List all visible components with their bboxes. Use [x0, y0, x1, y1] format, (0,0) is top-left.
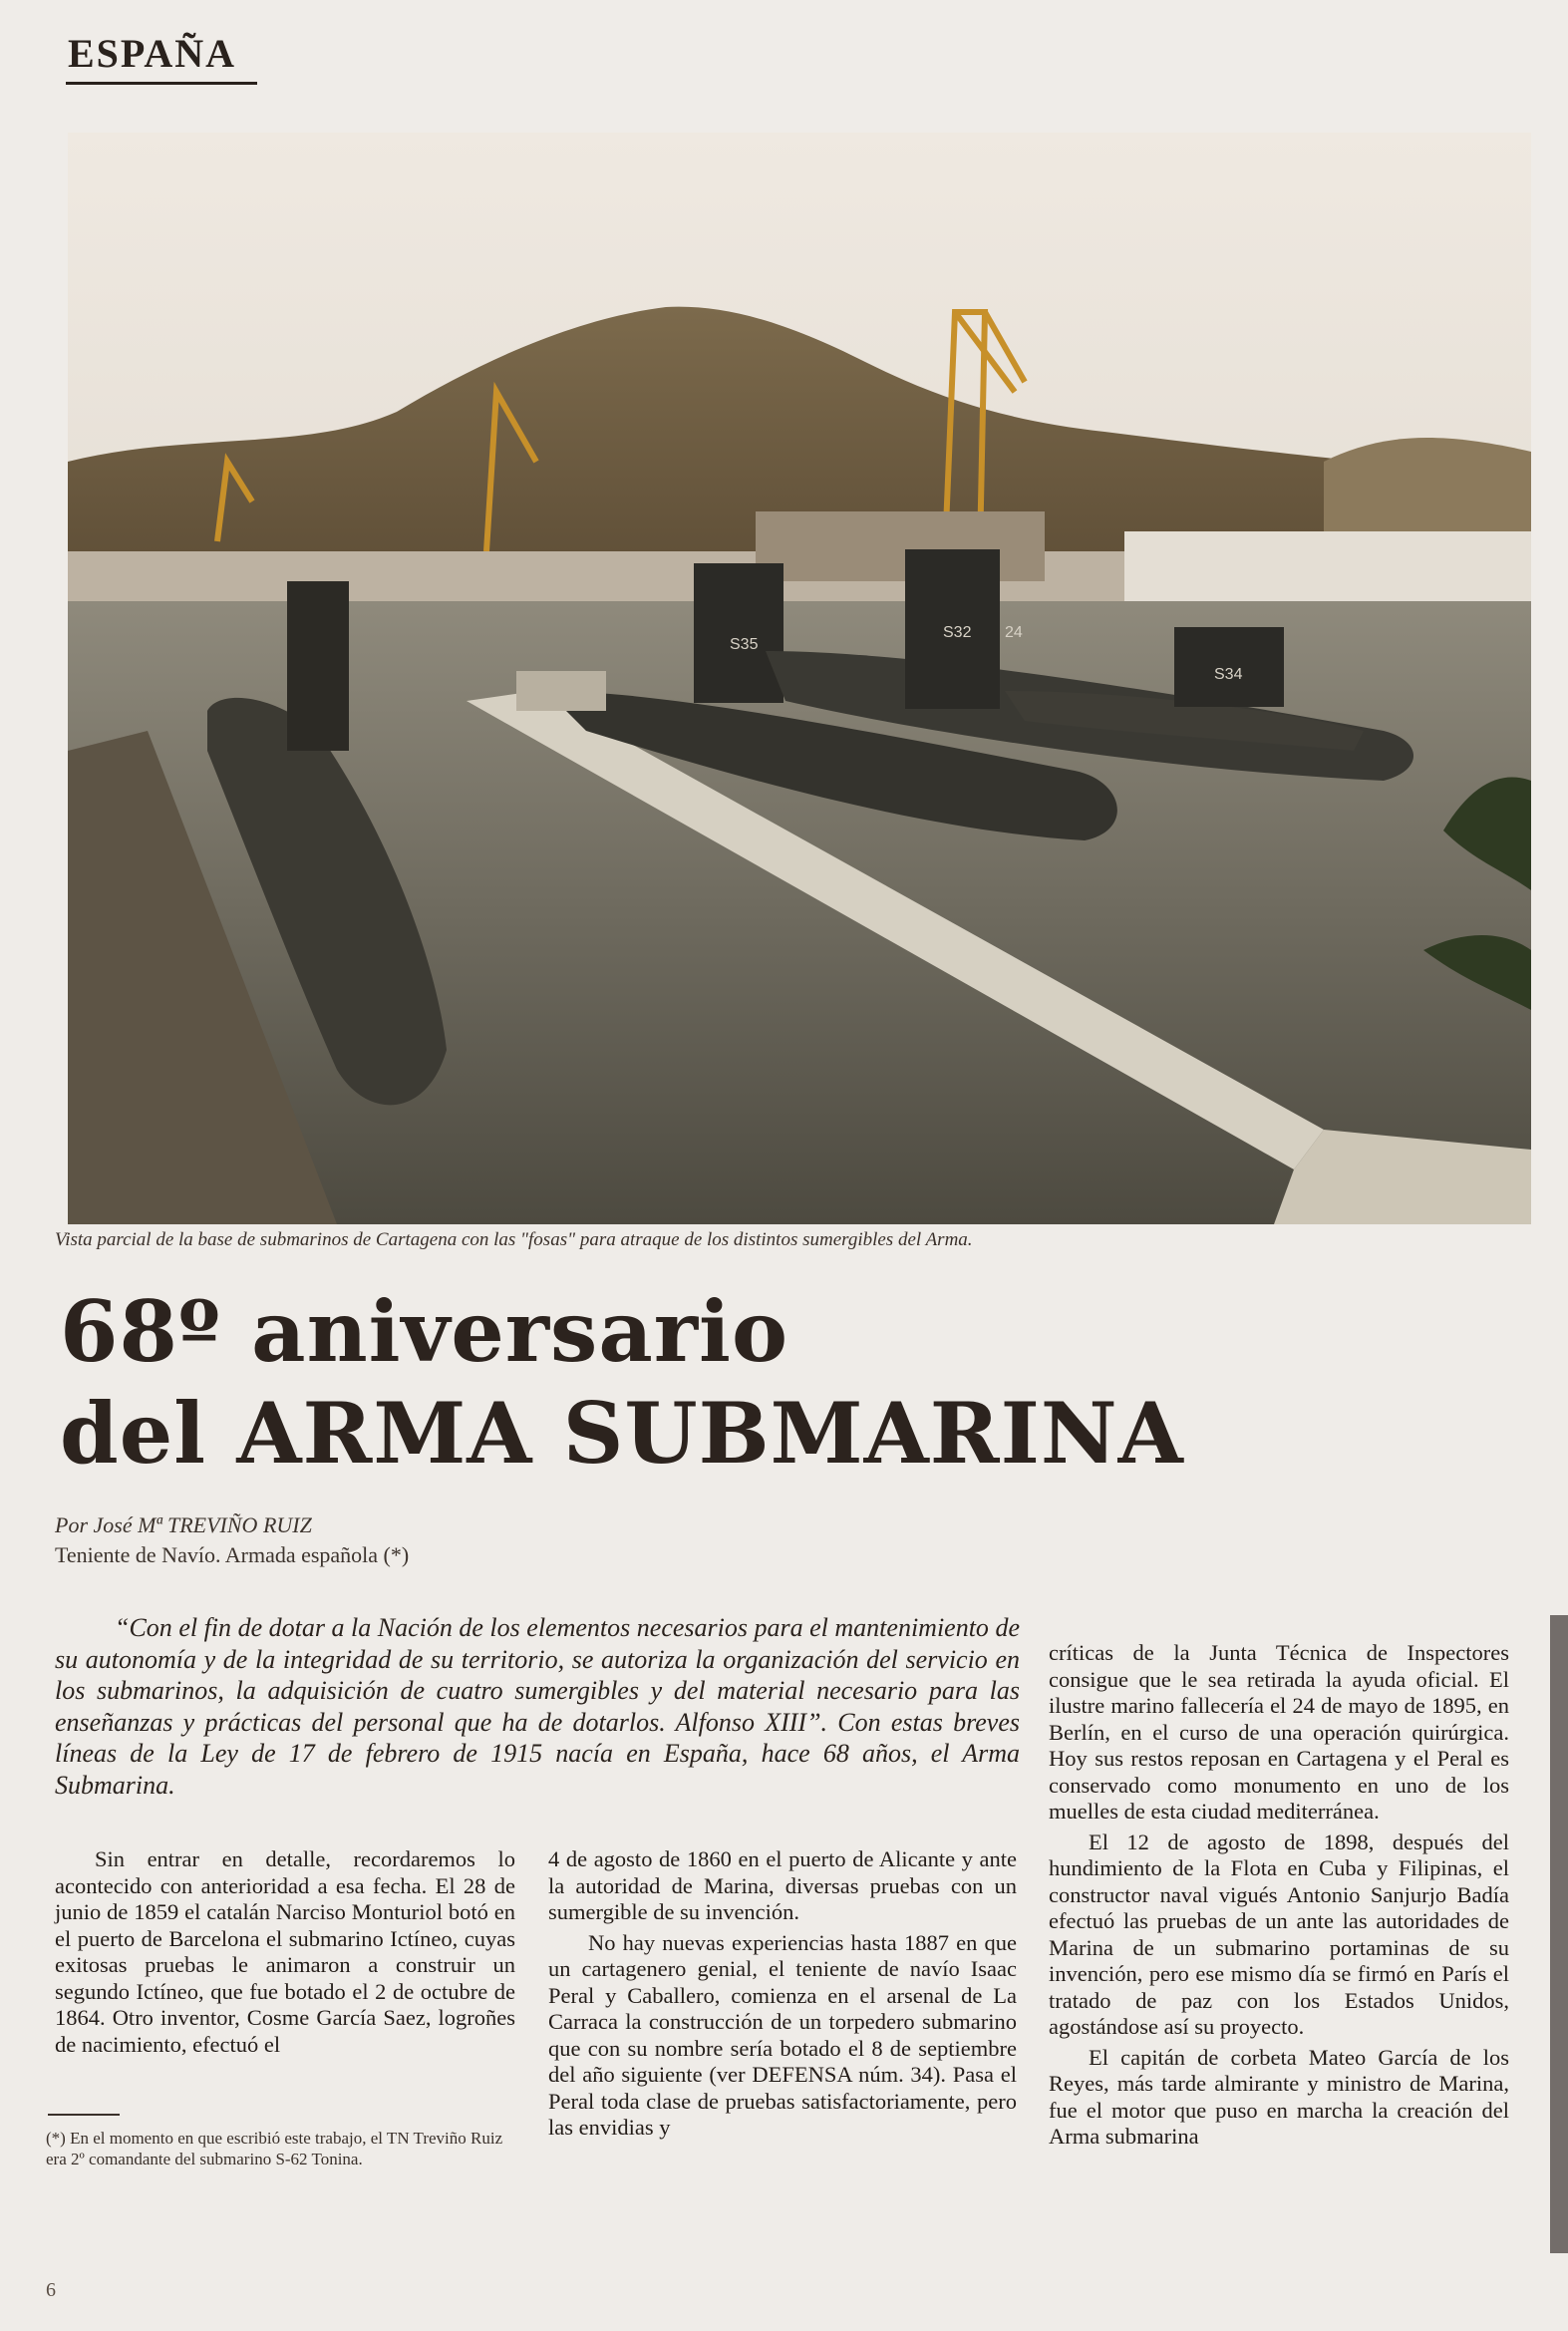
title-line-1: 68º aniversario	[60, 1282, 788, 1381]
paragraph: 4 de agosto de 1860 en el puerto de Alicante y ante la autoridad de Marina, diversas pruebas con un sumergible de su invención.	[548, 1846, 1017, 1924]
hull-number-s34: S34	[1214, 666, 1243, 683]
page-number: 6	[46, 2279, 56, 2301]
photo-caption: Vista parcial de la base de submarinos de Cartagena con las "fosas" para atraque de los distintos sumergibles del Arma.	[55, 1229, 973, 1250]
author-name: TREVIÑO RUIZ	[167, 1512, 312, 1537]
intro-quote: “Con el fin de dotar a la Nación de los elementos necesarios para el mantenimiento de su autonomía y de la integridad de su territorio, se autoriza la organización del servicio en los submarinos, la adquisición de cuatro sumergibles y del material necesario para las enseñanzas y prácticas del personal que ha de dotarlos. Alfonso XIII”. Con estas breves líneas de la Ley de 17 de febrero de 1915 nacía en España, hace 68 años, el Arma Submarina.	[55, 1613, 1020, 1800]
paragraph: Sin entrar en detalle, recordaremos lo acontecido con anterioridad a esa fecha. El 28 de junio de 1859 el catalán Narciso Monturiol botó en el puerto de Barcelona el submarino Ictíneo, cuyas exitosas pruebas le animaron a construir un segundo Ictíneo, que fue botado el 2 de octubre de 1864. Otro inventor, Cosme García Saez, logroñes de nacimiento, efectuó el	[55, 1846, 515, 2057]
author-title: Teniente de Navío. Armada española (*)	[55, 1542, 410, 1567]
footnote: (*) En el momento en que escribió este trabajo, el TN Treviño Ruiz era 2º comandante del submarino S-62 Tonina.	[46, 2129, 503, 2168]
hull-number-s35: S35	[730, 636, 759, 653]
paragraph: críticas de la Junta Técnica de Inspectores consigue que le sea retirada la ayuda oficial. El ilustre marino fallecería el 24 de mayo de 1895, en Berlín, en el curso de una operación quirúrgica. Hoy sus restos reposan en Cartagena y el Peral es conservado como monumento en uno de los muelles de esta ciudad mediterránea.	[1049, 1640, 1509, 1824]
byline-prefix: Por José Mª	[55, 1512, 162, 1537]
hull-number-24: 24	[1005, 624, 1023, 641]
article-title	[60, 1281, 1535, 1485]
title-line-2: del ARMA SUBMARINA	[60, 1384, 1184, 1483]
text-column-1	[55, 1846, 515, 2058]
page-edge-shadow	[1550, 1615, 1568, 2253]
harbor-photo	[68, 133, 1531, 1224]
text-column-2	[548, 1846, 1017, 2142]
byline	[55, 1510, 409, 1570]
paragraph: El 12 de agosto de 1898, después del hundimiento de la Flota en Cuba y Filipinas, el constructor naval vigués Antonio Sanjurjo Badía efectuó las pruebas de un ante las autoridades de Marina de un submarino portaminas de su invención, pero ese mismo día se firmó en París el tratado de paz con los Estados Unidos, agostándose así su proyecto.	[1049, 1829, 1509, 2039]
section-label: ESPAÑA	[68, 31, 237, 76]
section-rule	[66, 82, 257, 85]
text-column-3	[1049, 1640, 1509, 2151]
paragraph: El capitán de corbeta Mateo García de los Reyes, más tarde almirante y ministro de Marina, fue el motor que puso en marcha la creación del Arma submarina	[1049, 2044, 1509, 2149]
hull-number-s32: S32	[943, 624, 972, 641]
footnote-rule	[48, 2114, 120, 2116]
paragraph: No hay nuevas experiencias hasta 1887 en que un cartagenero genial, el teniente de navío Isaac Peral y Caballero, comienza en el arsenal de La Carraca la construcción de un torpedero submarino que con su nombre sería botado el 8 de septiembre del año siguiente (ver DEFENSA núm. 34). Pasa el Peral toda clase de pruebas satisfactoriamente, pero las envidias y	[548, 1929, 1017, 2140]
